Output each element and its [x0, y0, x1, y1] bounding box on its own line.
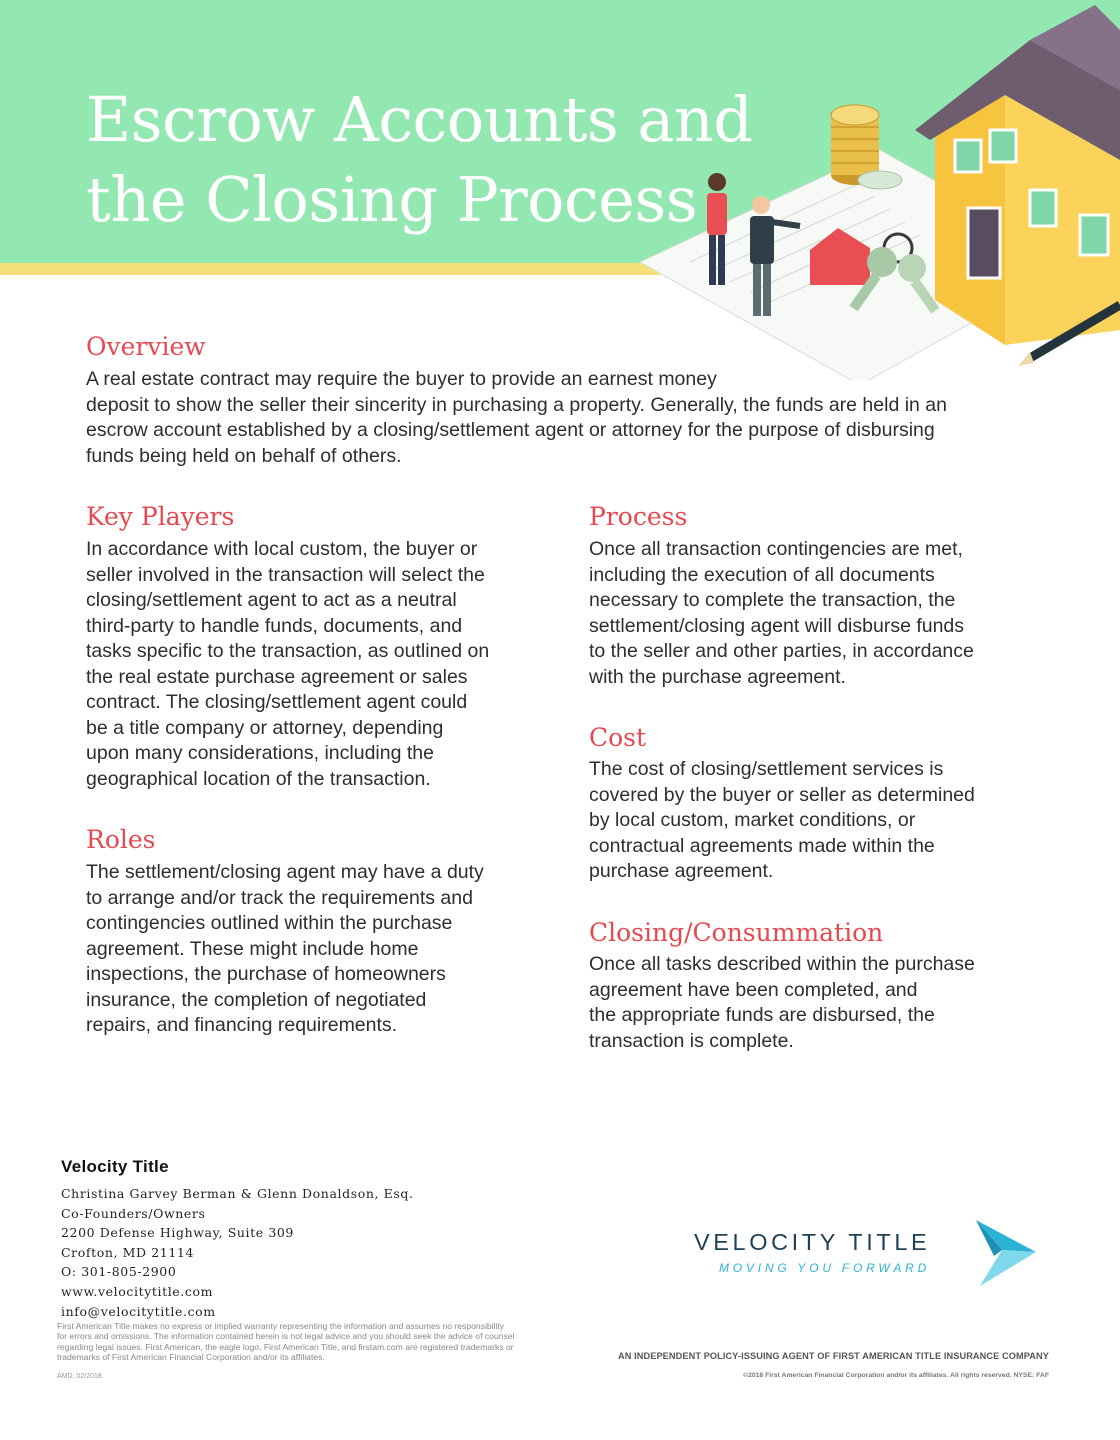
footer-address-street: 2200 Defense Highway, Suite 309: [61, 1225, 294, 1241]
key-players-line: tasks specific to the transaction, as outlined on: [86, 640, 490, 662]
closing-line: agreement have been completed, and: [589, 978, 918, 1001]
roles-line: to arrange and/or track the requirements and: [86, 886, 473, 909]
overview-line: funds being held on behalf of others.: [86, 444, 402, 467]
footer-address-city: Crofton, MD 21114: [61, 1244, 194, 1260]
footer-owners: Christina Garvey Berman & Glenn Donaldson, Esq.: [61, 1186, 414, 1201]
key-players-line: upon many considerations, including the: [86, 742, 434, 764]
key-players-line: In accordance with local custom, the buyer or: [86, 538, 478, 560]
disclaimer-line: trademarks of First American Financial Corporation and/or its affiliates.: [57, 1352, 325, 1363]
process-line: Once all transaction contingencies are met,: [589, 538, 963, 560]
velocity-title-logo: [692, 1218, 1052, 1308]
footer-website-link[interactable]: www.velocitytitle.com: [61, 1283, 214, 1299]
overview-line: deposit to show the seller their sincerity in purchasing a property. Generally, the funds are held in an: [86, 393, 947, 416]
closing-heading: Closing/Consummation: [589, 918, 884, 947]
closing-line: transaction is complete.: [589, 1029, 794, 1052]
cost-line: by local custom, market conditions, or: [589, 809, 916, 831]
key-players-line: the real estate purchase agreement or sales: [86, 665, 468, 688]
process-line: to the seller and other parties, in accordance: [589, 640, 974, 662]
process-line: with the purchase agreement.: [589, 665, 846, 688]
roles-line: The settlement/closing agent may have a duty: [86, 861, 484, 883]
page-title-line-2: the Closing Process: [86, 163, 698, 236]
overview-line: escrow account established by a closing/settlement agent or attorney for the purpose of disbursing: [86, 419, 935, 441]
closing-line: the appropriate funds are disbursed, the: [589, 1004, 935, 1026]
closing-text: [589, 952, 1059, 1054]
overview-line: A real estate contract may require the buyer to provide an earnest money: [86, 368, 717, 390]
coin-stack-icon: [831, 105, 902, 189]
process-line: necessary to complete the transaction, the: [589, 589, 956, 611]
cost-line: The cost of closing/settlement services is: [589, 758, 944, 780]
closing-line: Once all tasks described within the purchase: [589, 953, 975, 975]
key-players-heading: Key Players: [86, 502, 235, 531]
overview-text: [86, 367, 1046, 469]
cost-line: covered by the buyer or seller as determined: [589, 783, 975, 806]
roles-line: repairs, and financing requirements.: [86, 1014, 398, 1036]
cost-heading: Cost: [589, 723, 647, 752]
process-line: settlement/closing agent will disburse funds: [589, 614, 965, 637]
disclaimer-line: for errors and omissions. The information contained herein is not legal advice and you should seek the advice of counsel: [57, 1331, 515, 1342]
process-text: [589, 537, 1059, 690]
process-heading: Process: [589, 502, 688, 531]
roles-heading: Roles: [86, 825, 156, 854]
key-players-line: closing/settlement agent to act as a neutral: [86, 589, 457, 611]
footer-email-link[interactable]: info@velocitytitle.com: [61, 1303, 216, 1319]
logo-name: VELOCITY TITLE: [694, 1229, 931, 1255]
disclaimer-line: regarding legal issues. First American, the eagle logo, First American Title, and firstam.com are registered trademarks or: [57, 1341, 514, 1352]
cost-text: [589, 757, 1059, 885]
house-icon: [915, 5, 1120, 345]
page-title-line-1: Escrow Accounts and: [86, 83, 753, 156]
process-line: including the execution of all documents: [589, 563, 935, 586]
legal-disclaimer: [57, 1321, 587, 1363]
key-players-line: contract. The closing/settlement agent could: [86, 691, 468, 713]
key-players-line: geographical location of the transaction.: [86, 767, 431, 790]
footer-contact-block: [61, 1184, 414, 1321]
footer-phone: O: 301-805-2900: [61, 1264, 177, 1280]
copyright-notice: ©2018 First American Financial Corporation and/or its affiliates. All rights reserved. NYSE: FAF: [743, 1372, 1049, 1379]
agent-statement: AN INDEPENDENT POLICY-ISSUING AGENT OF FIRST AMERICAN TITLE INSURANCE COMPANY: [617, 1351, 1049, 1361]
footer-owner-title: Co-Founders/Owners: [61, 1205, 206, 1221]
roles-line: insurance, the completion of negotiated: [86, 988, 427, 1011]
logo-tagline: MOVING YOU FORWARD: [719, 1261, 931, 1275]
house-closing-illustration: [560, 0, 1120, 380]
key-players-line: seller involved in the transaction will select the: [86, 563, 485, 586]
key-players-line: be a title company or attorney, depending: [86, 716, 444, 739]
overview-heading: Overview: [86, 332, 206, 361]
arrow-logo-icon: [972, 1218, 1038, 1288]
disclaimer-line: First American Title makes no express or implied warranty representing the information and assumes no responsibility: [57, 1321, 505, 1331]
footer-company-name: Velocity Title: [61, 1157, 169, 1176]
cost-line: purchase agreement.: [589, 860, 774, 882]
amd-date: AMD: 02/2018: [57, 1373, 102, 1380]
roles-text: [86, 860, 556, 1039]
roles-line: contingencies outlined within the purchase: [86, 912, 453, 934]
key-players-line: third-party to handle funds, documents, and: [86, 614, 463, 637]
key-players-text: [86, 537, 556, 792]
cost-line: contractual agreements made within the: [589, 834, 935, 857]
roles-line: inspections, the purchase of homeowners: [86, 963, 446, 985]
roles-line: agreement. These might include home: [86, 937, 419, 960]
